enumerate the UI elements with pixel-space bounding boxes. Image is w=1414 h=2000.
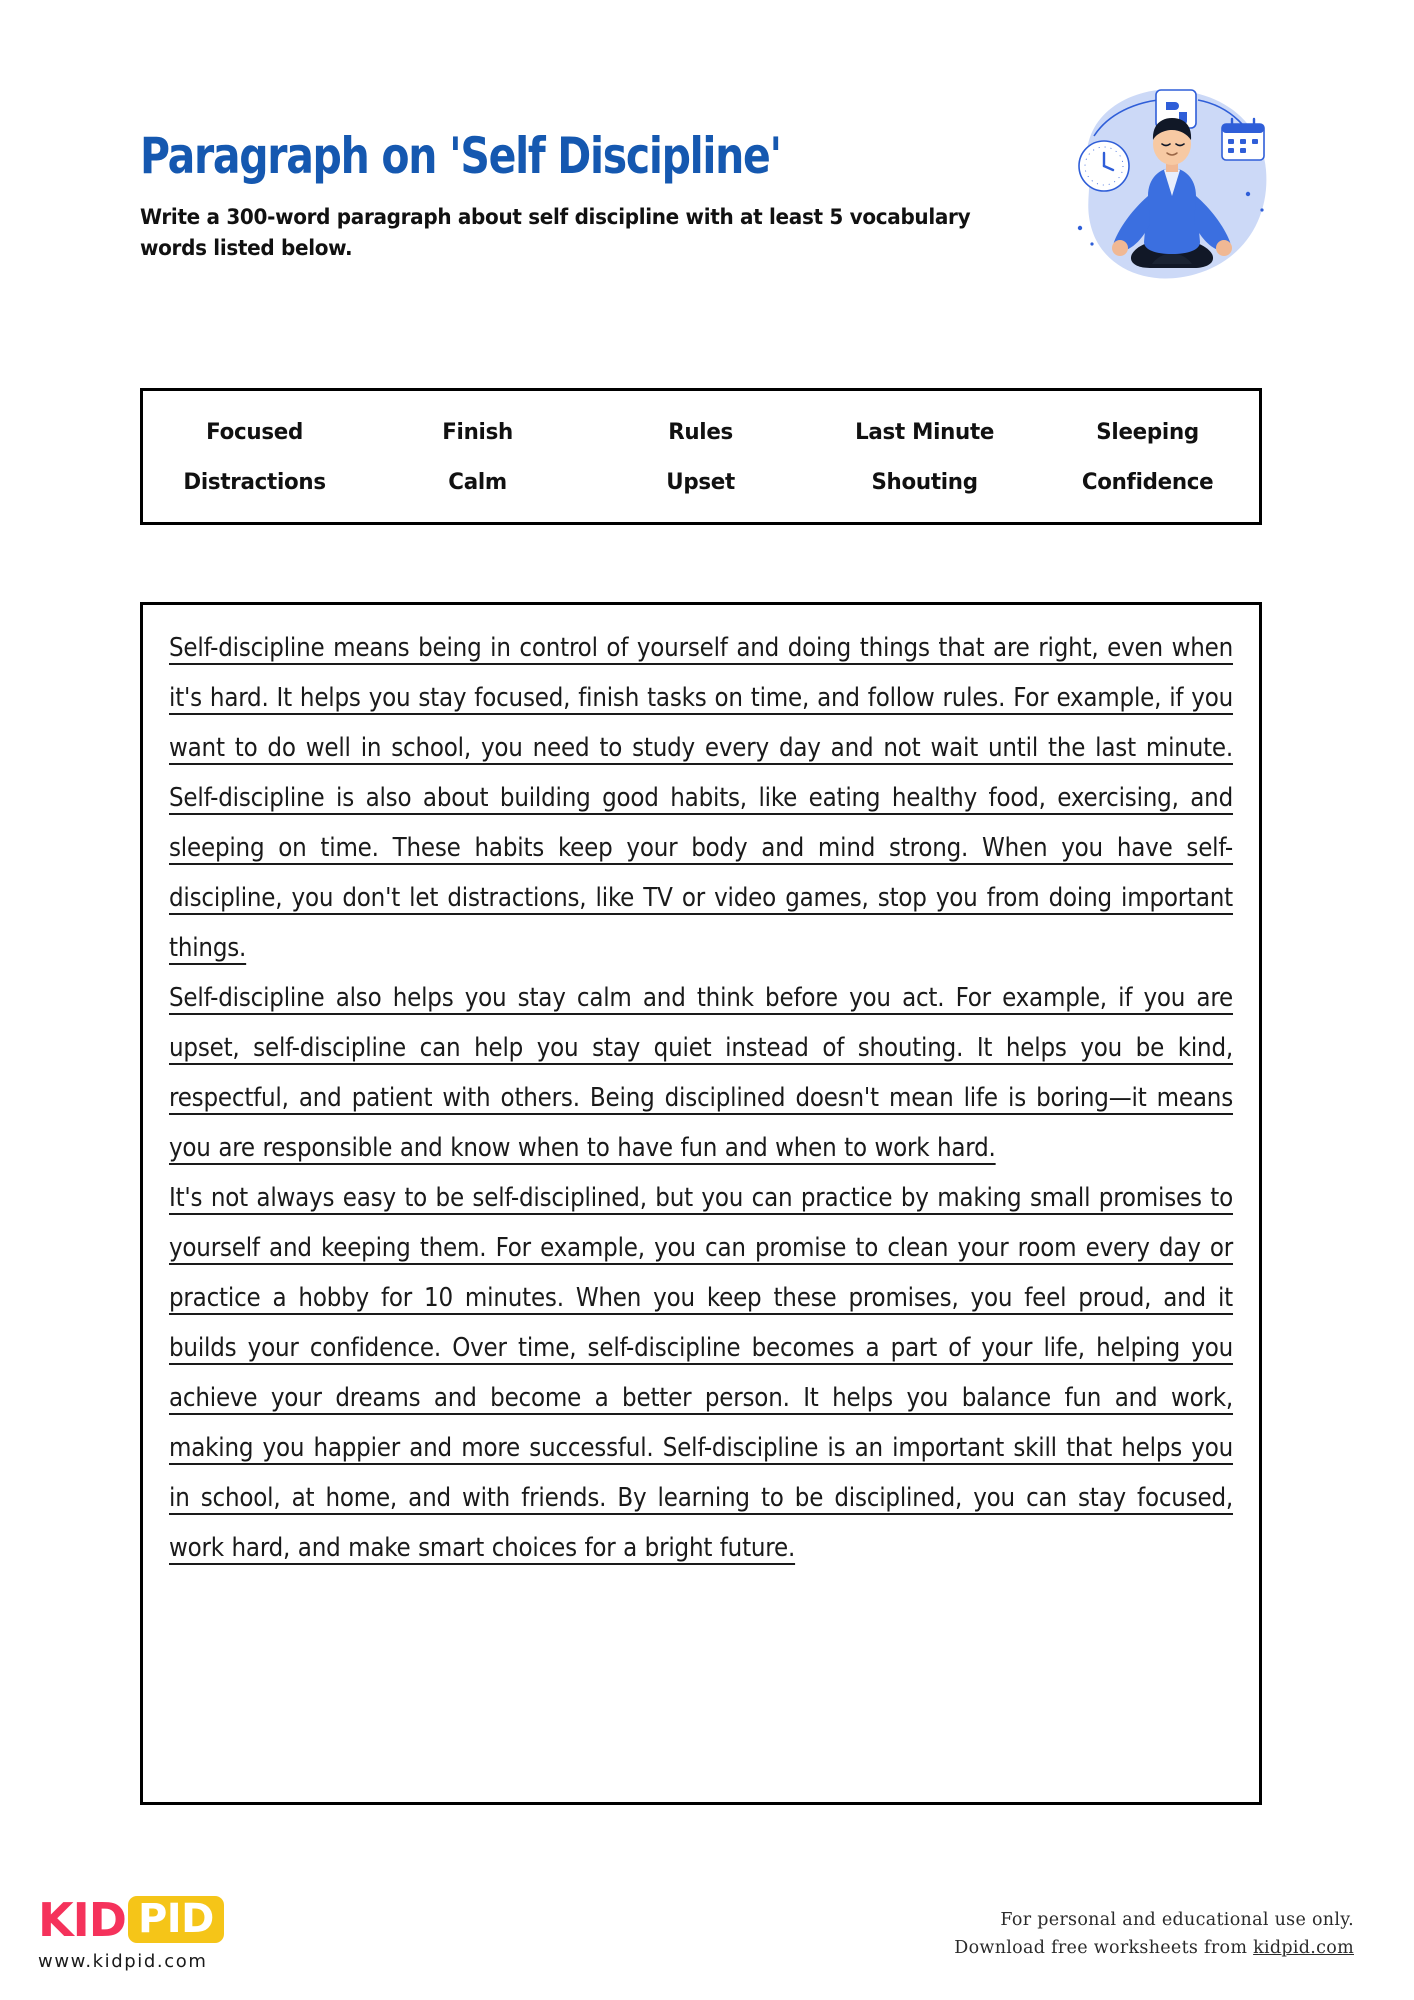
answer-paragraph: Self-discipline means being in control of yourself and doing things that are right, even when it's hard. It helps you stay focused, finish tasks on time, and follow rules. For example, if you want to do well in school, you need to study every day and not wait until the last minute. Self-discipline is also about building good habits, like eating healthy food, exercising, and sleeping on time. These habits keep your body and mind strong. When you have self-discipline, you don't let distractions, like TV or video games, stop you from doing important things. (169, 633, 1233, 963)
vocabulary-row (143, 407, 1259, 457)
kidpid-logo-row (38, 1892, 224, 1947)
vocabulary-word: Focused (206, 418, 304, 445)
calendar-icon (1222, 119, 1264, 160)
vocabulary-word: Distractions (183, 468, 326, 495)
worksheet-header (140, 127, 1040, 264)
clock-icon (1079, 141, 1129, 191)
vocabulary-word: Sleeping (1096, 418, 1199, 445)
vocabulary-word: Last Minute (854, 418, 994, 445)
page-footer (0, 1888, 1414, 2000)
logo-pid-text: PID (137, 1896, 214, 1942)
footer-note-prefix: Download free worksheets from (954, 1938, 1254, 1959)
meditating-person-illustration (1048, 78, 1278, 290)
kidpid-logo[interactable] (38, 1892, 224, 1972)
answer-writing-box[interactable] (140, 602, 1262, 1805)
vocabulary-word: Finish (442, 418, 514, 445)
answer-paragraph: It's not always easy to be self-disciplined, but you can practice by making small promises to yourself and keeping them. For example, you can promise to clean your room every day or practice a hobby for 10 minutes. When you keep these promises, you feel proud, and it builds your confidence. Over time, self-discipline becomes a part of your life, helping you achieve your dreams and become a better person. It helps you balance fun and work, making you happier and more successful. Self-discipline is an important skill that helps you in school, at home, and with friends. By learning to be disciplined, you can stay focused, work hard, and make smart choices for a bright future. (169, 1183, 1233, 1563)
logo-pid-badge (128, 1896, 224, 1943)
footer-note-line-2 (954, 1934, 1354, 1962)
page-title: Paragraph on 'Self Discipline' (140, 127, 781, 185)
answer-paragraph: Self-discipline also helps you stay calm and think before you act. For example, if you are upset, self-discipline can help you stay quiet instead of shouting. It helps you be kind, respectful, and patient with others. Being disciplined doesn't mean life is boring—it means you are responsible and know when to have fun and when to work hard. (169, 983, 1233, 1163)
vocabulary-box (140, 388, 1262, 525)
vocabulary-word: Upset (666, 468, 736, 495)
kidpid-download-link[interactable]: kidpid.com (1253, 1938, 1354, 1959)
footer-note-line-1: For personal and educational use only. (1000, 1910, 1354, 1930)
vocabulary-word: Rules (668, 418, 734, 445)
logo-kid-text: KID (38, 1892, 126, 1947)
logo-website-url: www.kidpid.com (38, 1951, 208, 1972)
vocabulary-row (143, 457, 1259, 507)
vocabulary-word: Shouting (871, 468, 978, 495)
vocabulary-word: Calm (448, 468, 508, 495)
footer-usage-note (954, 1906, 1354, 1963)
vocabulary-word: Confidence (1081, 468, 1214, 495)
page-instructions: Write a 300-word paragraph about self discipline with at least 5 vocabulary words listed below. (140, 205, 971, 261)
